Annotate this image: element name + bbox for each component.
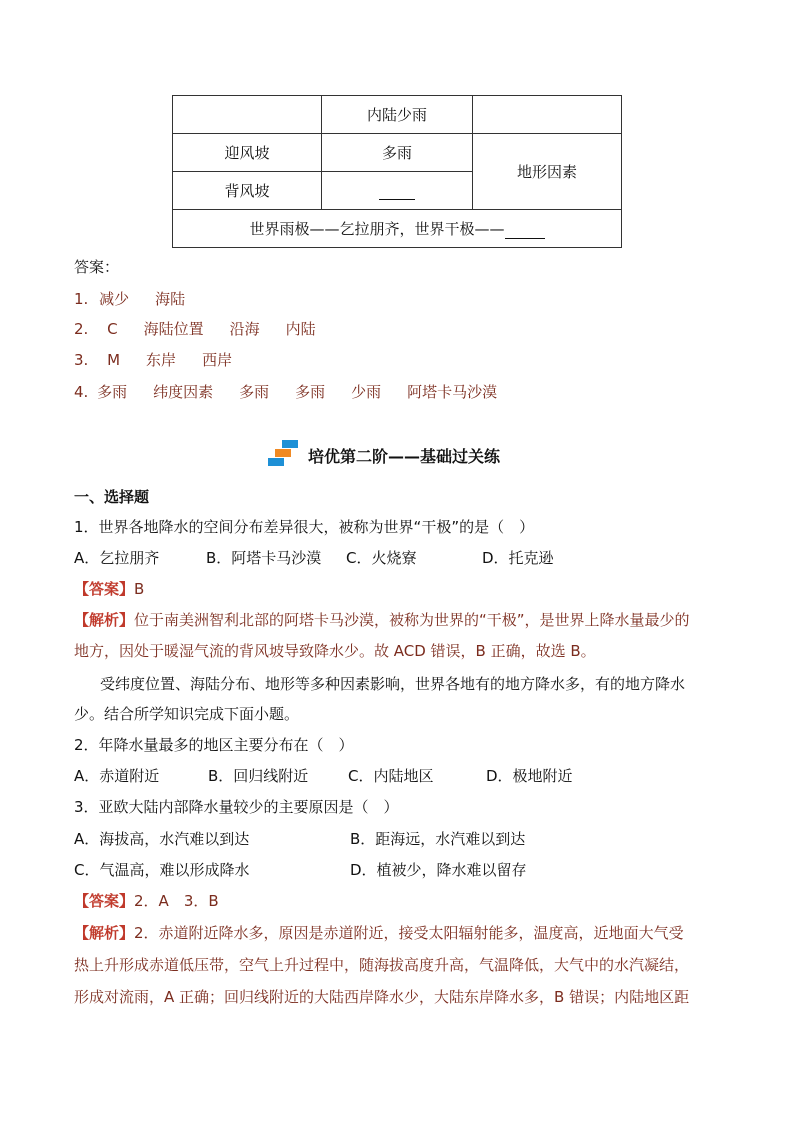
answer-part: M (107, 351, 121, 369)
question-2-options (74, 765, 573, 786)
answer-part: 西岸 (202, 351, 233, 369)
answer-part: 阿塔卡马沙漠 (407, 383, 498, 401)
answer-line (74, 349, 258, 370)
precipitation-factor-table (172, 95, 622, 248)
answer-tag: 【答案】 (74, 580, 135, 598)
option-a: A．乞拉朋齐 (74, 549, 160, 567)
answer-number: 2. (74, 320, 89, 338)
stacked-blocks-icon (268, 440, 302, 470)
answer-part: 沿海 (229, 320, 260, 338)
table-row (173, 210, 622, 248)
table-footer-text: 世界雨极——乞拉朋齐，世界干极—— (249, 220, 505, 238)
analysis-2-3 (74, 922, 684, 943)
table-cell (173, 96, 322, 134)
answer-part: 少雨 (351, 383, 382, 401)
answer-part: 多雨 (97, 383, 128, 401)
answer-part: 多雨 (295, 383, 326, 401)
part-title: 一、选择题 (74, 488, 150, 506)
option-d: D．极地附近 (486, 767, 573, 785)
table-cell: 内陆少雨 (322, 96, 473, 134)
answer-part: 内陆 (285, 320, 316, 338)
answer-line (74, 318, 342, 339)
table-row (173, 96, 622, 134)
section-heading (268, 440, 500, 470)
option-d: D．植被少，降水难以留存 (350, 861, 527, 879)
intro-text: 受纬度位置、海陆分布、地形等多种因素影响，世界各地有的地方降水多，有的地方降水 (100, 675, 686, 693)
answer-line (74, 381, 523, 402)
analysis-text: 形成对流雨，A 正确；回归线附近的大陆西岸降水少，大陆东岸降水多，B 错误；内陆地区距 (74, 988, 690, 1006)
question-3-options (74, 828, 525, 849)
answer-number: 3. (74, 351, 89, 369)
table-cell: 多雨 (322, 134, 473, 172)
answer-part: 减少 (99, 290, 130, 308)
answer-part: 东岸 (146, 351, 177, 369)
analysis-tag: 【解析】 (74, 924, 135, 942)
table-cell: 迎风坡 (173, 134, 322, 172)
answer-part: 海陆 (155, 290, 186, 308)
analysis-text: 2．赤道附近降水多，原因是赤道附近，接受太阳辐射能多，温度高，近地面大气受 (134, 924, 684, 942)
answer-value: 2．A 3．B (134, 892, 219, 910)
answer-line (74, 288, 211, 309)
table-cell (322, 172, 473, 210)
option-b: B．阿塔卡马沙漠 (206, 549, 322, 567)
section-title: 培优第二阶——基础过关练 (308, 446, 501, 466)
question-3-stem: 3．亚欧大陆内部降水量较少的主要原因是（ ） (74, 798, 399, 816)
answers-label: 答案： (74, 258, 120, 276)
answer-number: 4. (74, 383, 89, 401)
table-cell (473, 96, 622, 134)
question-1-stem: 1．世界各地降水的空间分布差异很大，被称为世界“干极”的是（ ） (74, 518, 535, 536)
answer-part: 纬度因素 (153, 383, 214, 401)
answer-part: 海陆位置 (143, 320, 204, 338)
answer-number: 1. (74, 290, 89, 308)
question-1-analysis (74, 609, 690, 630)
option-b: B．回归线附近 (208, 767, 309, 785)
table-cell: 背风坡 (173, 172, 322, 210)
answer-value: B (134, 580, 145, 598)
option-c: C．火烧寮 (346, 549, 417, 567)
question-3-options (74, 859, 527, 880)
analysis-text: 位于南美洲智利北部的阿塔卡马沙漠，被称为世界的“干极”，是世界上降水量最少的 (134, 611, 690, 629)
question-1-options (74, 547, 554, 568)
option-c: C．气温高，难以形成降水 (74, 861, 250, 879)
question-2-stem: 2．年降水量最多的地区主要分布在（ ） (74, 736, 354, 754)
option-c: C．内陆地区 (348, 767, 434, 785)
table-cell: 地形因素 (473, 134, 622, 210)
answer-part: 多雨 (239, 383, 270, 401)
fill-blank (379, 181, 415, 200)
option-a: A．海拔高，水汽难以到达 (74, 830, 250, 848)
analysis-tag: 【解析】 (74, 611, 135, 629)
table-row (173, 134, 622, 172)
question-1-answer (74, 578, 144, 599)
table-cell (173, 210, 622, 248)
answer-part: C (107, 320, 118, 338)
option-a: A．赤道附近 (74, 767, 160, 785)
option-d: D．托克逊 (482, 549, 554, 567)
analysis-text: 热上升形成赤道低压带，空气上升过程中，随海拔高度升高，气温降低，大气中的水汽凝结， (74, 956, 690, 974)
intro-text: 少。结合所学知识完成下面小题。 (74, 705, 300, 723)
answers-2-3 (74, 890, 219, 911)
analysis-text: 地方，因处于暖湿气流的背风坡导致降水少。故 ACD 错误，B 正确，故选 B。 (74, 642, 596, 660)
fill-blank (505, 220, 545, 239)
answer-tag: 【答案】 (74, 892, 135, 910)
option-b: B．距海远，水汽难以到达 (350, 830, 526, 848)
